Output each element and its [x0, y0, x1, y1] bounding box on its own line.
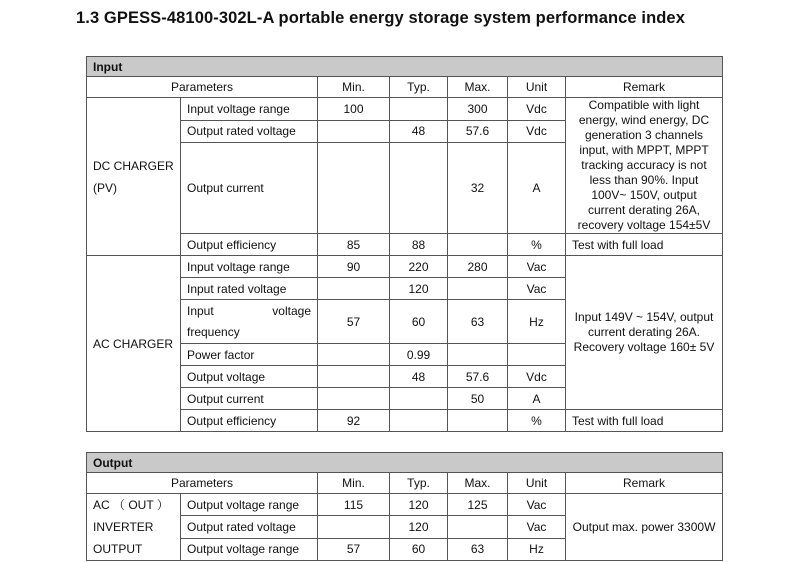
- max-cell: 280: [448, 256, 508, 278]
- remark-cell: Compatible with light energy, wind energy, DC generation 3 channels input, with MPPT, MPPT tracking accuracy is not less than 90%. Input 100V~ 150V, output current derating 26A, recovery voltage 154±5V: [566, 98, 723, 234]
- min-cell: 85: [318, 234, 390, 256]
- max-cell: 32: [448, 143, 508, 234]
- param-cell: Input voltage range: [181, 256, 318, 278]
- param-label: frequency: [187, 325, 240, 339]
- param-cell: Output current: [181, 143, 318, 234]
- param-cell: Input rated voltage: [181, 278, 318, 300]
- unit-cell: A: [508, 143, 566, 234]
- min-cell: [318, 278, 390, 300]
- min-cell: [318, 344, 390, 366]
- section-title: Input: [87, 57, 723, 77]
- header-parameters: Parameters: [87, 473, 318, 494]
- page-title: 1.3 GPESS-48100-302L-A portable energy storage system performance index: [76, 9, 685, 27]
- unit-cell: Vac: [508, 516, 566, 538]
- unit-cell: Hz: [508, 538, 566, 560]
- max-cell: 63: [448, 300, 508, 344]
- section-header-input: [87, 57, 723, 77]
- unit-cell: [508, 344, 566, 366]
- unit-cell: %: [508, 234, 566, 256]
- table-row: [87, 256, 723, 278]
- typ-cell: 60: [390, 300, 448, 344]
- section-title: Output: [87, 453, 723, 473]
- param-label: Input voltage: [187, 304, 311, 318]
- header-typ: Typ.: [390, 77, 448, 98]
- typ-cell: 120: [390, 494, 448, 516]
- header-max: Max.: [448, 473, 508, 494]
- unit-cell: Vdc: [508, 366, 566, 388]
- table-row: [87, 410, 723, 432]
- typ-cell: 120: [390, 516, 448, 538]
- max-cell: 57.6: [448, 120, 508, 143]
- unit-cell: Hz: [508, 300, 566, 344]
- header-remark: Remark: [566, 473, 723, 494]
- param-cell: Output rated voltage: [181, 516, 318, 538]
- group-label: AC （ OUT ）: [93, 498, 169, 512]
- max-cell: 125: [448, 494, 508, 516]
- unit-cell: Vdc: [508, 98, 566, 121]
- column-header-row: [87, 473, 723, 494]
- unit-cell: Vac: [508, 278, 566, 300]
- typ-cell: 220: [390, 256, 448, 278]
- max-cell: [448, 234, 508, 256]
- unit-cell: Vac: [508, 494, 566, 516]
- typ-cell: 60: [390, 538, 448, 560]
- header-max: Max.: [448, 77, 508, 98]
- group-dc-charger: [87, 98, 181, 256]
- typ-cell: 0.99: [390, 344, 448, 366]
- typ-cell: [390, 143, 448, 234]
- min-cell: 115: [318, 494, 390, 516]
- typ-cell: [390, 410, 448, 432]
- unit-cell: A: [508, 388, 566, 410]
- header-unit: Unit: [508, 77, 566, 98]
- typ-cell: 88: [390, 234, 448, 256]
- max-cell: 50: [448, 388, 508, 410]
- max-cell: 57.6: [448, 366, 508, 388]
- typ-cell: 120: [390, 278, 448, 300]
- param-cell: Output voltage: [181, 366, 318, 388]
- table-row: [87, 98, 723, 121]
- output-spec-table: [86, 452, 723, 561]
- group-label: (PV): [93, 180, 117, 195]
- param-cell: Output voltage range: [181, 538, 318, 560]
- min-cell: 100: [318, 98, 390, 121]
- param-cell: [181, 300, 318, 344]
- min-cell: 92: [318, 410, 390, 432]
- section-header-output: [87, 453, 723, 473]
- unit-cell: %: [508, 410, 566, 432]
- param-cell: Output voltage range: [181, 494, 318, 516]
- min-cell: [318, 120, 390, 143]
- typ-cell: [390, 98, 448, 121]
- remark-cell: Test with full load: [566, 234, 723, 256]
- param-cell: Output efficiency: [181, 234, 318, 256]
- header-parameters: Parameters: [87, 77, 318, 98]
- max-cell: [448, 516, 508, 538]
- param-cell: Output current: [181, 388, 318, 410]
- param-cell: Output efficiency: [181, 410, 318, 432]
- max-cell: [448, 344, 508, 366]
- param-cell: Output rated voltage: [181, 120, 318, 143]
- param-cell: Input voltage range: [181, 98, 318, 121]
- min-cell: 57: [318, 300, 390, 344]
- header-typ: Typ.: [390, 473, 448, 494]
- min-cell: [318, 143, 390, 234]
- header-min: Min.: [318, 77, 390, 98]
- header-remark: Remark: [566, 77, 723, 98]
- header-unit: Unit: [508, 473, 566, 494]
- min-cell: 90: [318, 256, 390, 278]
- table-row: [87, 494, 723, 516]
- group-ac-inverter-output: [87, 494, 181, 561]
- group-ac-charger: AC CHARGER: [87, 256, 181, 432]
- column-header-row: [87, 77, 723, 98]
- typ-cell: [390, 388, 448, 410]
- group-label: DC CHARGER: [93, 158, 174, 173]
- typ-cell: 48: [390, 120, 448, 143]
- header-min: Min.: [318, 473, 390, 494]
- remark-cell: Input 149V ~ 154V, output current derating 26A. Recovery voltage 160± 5V: [566, 256, 723, 410]
- unit-cell: Vdc: [508, 120, 566, 143]
- input-spec-table: [86, 56, 723, 432]
- min-cell: [318, 388, 390, 410]
- max-cell: 300: [448, 98, 508, 121]
- min-cell: [318, 366, 390, 388]
- remark-cell: Test with full load: [566, 410, 723, 432]
- table-row: [87, 234, 723, 256]
- unit-cell: Vac: [508, 256, 566, 278]
- remark-cell: Output max. power 3300W: [566, 494, 723, 561]
- min-cell: 57: [318, 538, 390, 560]
- max-cell: [448, 278, 508, 300]
- max-cell: 63: [448, 538, 508, 560]
- max-cell: [448, 410, 508, 432]
- min-cell: [318, 516, 390, 538]
- group-label: INVERTER: [93, 520, 154, 534]
- group-label: OUTPUT: [93, 542, 143, 556]
- param-cell: Power factor: [181, 344, 318, 366]
- typ-cell: 48: [390, 366, 448, 388]
